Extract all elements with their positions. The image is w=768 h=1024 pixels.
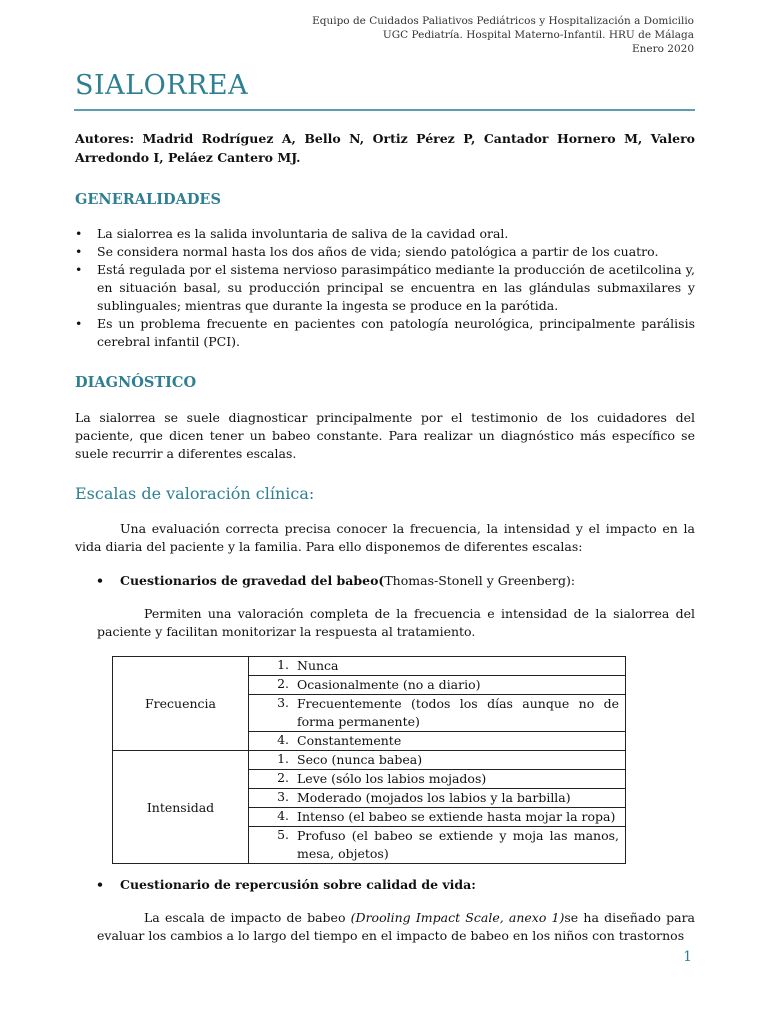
category-frecuencia: Frecuencia [113,657,249,751]
page-number: 1 [683,949,692,965]
list-item: • Es un problema frecuente en pacientes con patología neurológica, principalmente parálisis cerebral infantil (PCI). [75,316,695,349]
escalas-intro-paragraph: Una evaluación correcta precisa conocer la frecuencia, la intensidad y el impacto en la vida diaria del paciente y la familia. Para ello disponemos de diferentes escalas: [75,521,695,554]
diagnostico-paragraph: La sialorrea se suele diagnosticar principalmente por el testimonio de los cuidadores del paciente, que dicen tener un babeo constante. Para realizar un diagnóstico más específico se suele recurrir a diferentes escalas. [75,410,695,461]
document-title: SIALORREA [75,70,249,101]
bullet-icon: • [96,877,104,892]
drooling-severity-table [112,656,626,864]
list-item: • La sialorrea es la salida involuntaria de saliva de la cavidad oral. [75,226,509,241]
bullet-icon: • [75,226,83,241]
title-divider [74,109,695,111]
heading-escalas: Escalas de valoración clínica: [75,484,315,503]
list-item: • Se considera normal hasta los dos años de vida; siendo patológica a partir de los cuatro. [75,244,659,259]
calidad-vida-paragraph: La escala de impacto de babeo (Drooling Impact Scale, anexo 1)se ha diseñado para evaluar los cambios a lo largo del tiempo en el impacto de babeo en los niños con trastornos [97,910,696,943]
table-cell: 5. Profuso (el babeo se extiende y moja las manos, mesa, objetos) [249,827,626,864]
table-cell: 3. Moderado (mojados los labios y la barbilla) [249,789,626,808]
list-item: • Está regulada por el sistema nervioso parasimpático mediante la producción de acetilcolina y, en situación basal, su producción principal se encuentra en las glándulas submaxilares y sublinguales; mientras que durante la ingesta se produce en la parótida. [75,262,695,313]
bullet-icon: • [96,573,104,588]
table-cell: 2. Leve (sólo los labios mojados) [249,770,626,789]
table-cell: 4. Intenso (el babeo se extiende hasta mojar la ropa) [249,808,626,827]
header-line-hospital: UGC Pediatría. Hospital Materno-Infantil. HRU de Málaga [382,29,694,41]
table-row [113,657,626,676]
header-line-team: Equipo de Cuidados Paliativos Pediátricos y Hospitalización a Domicilio [312,15,694,27]
table-row [113,751,626,770]
page-header [312,14,694,56]
category-intensidad: Intensidad [113,751,249,864]
table-cell: 1. Seco (nunca babea) [249,751,626,770]
header-line-date: Enero 2020 [631,43,694,55]
bullet-icon: • [75,316,83,331]
subheading-calidad-vida: • Cuestionario de repercusión sobre calidad de vida: [96,877,476,892]
subheading-gravedad: • Cuestionarios de gravedad del babeo(Thomas-Stonell y Greenberg): [96,573,576,588]
gravedad-paragraph: Permiten una valoración completa de la frecuencia e intensidad de la sialorrea del paciente y facilitan monitorizar la respuesta al tratamiento. [97,606,695,639]
table-cell: 3. Frecuentemente (todos los días aunque no de forma permanente) [249,695,626,732]
heading-generalidades: GENERALIDADES [75,191,221,208]
bullet-icon: • [75,244,83,259]
authors-line: Autores: Madrid Rodríguez A, Bello N, Ortiz Pérez P, Cantador Hornero M, Valero Arredondo I, Peláez Cantero MJ. [75,131,695,165]
heading-diagnostico: DIAGNÓSTICO [75,374,197,391]
generalidades-list [75,225,695,351]
bullet-icon: • [75,262,83,277]
table-cell: 2. Ocasionalmente (no a diario) [249,676,626,695]
table-cell: 4. Constantemente [249,732,626,751]
table-cell: 1. Nunca [249,657,626,676]
